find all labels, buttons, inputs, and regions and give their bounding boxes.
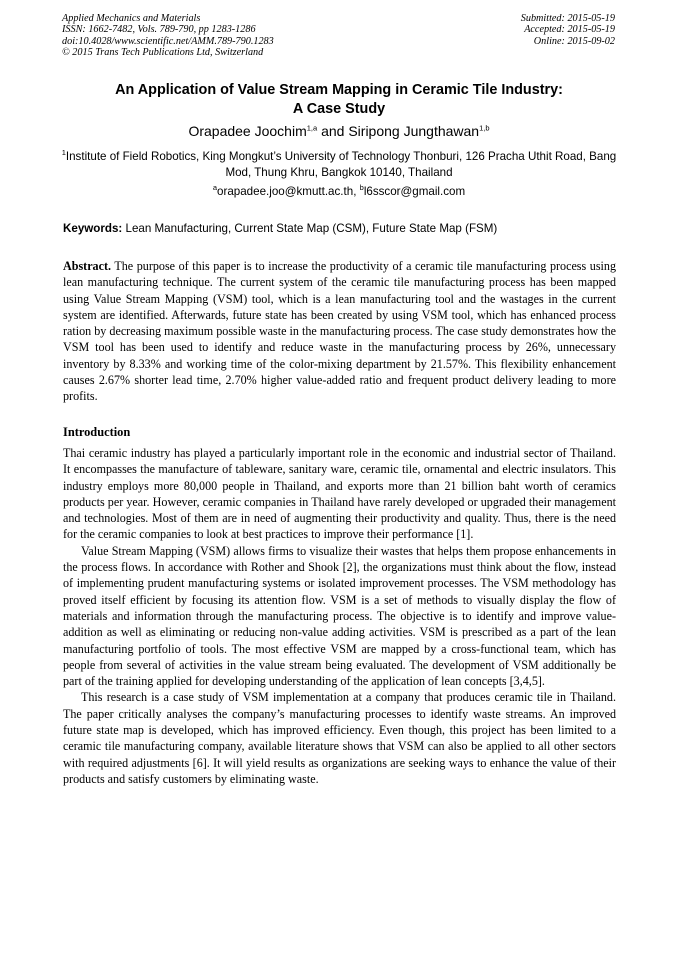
- journal-issn: ISSN: 1662-7482, Vols. 789-790, pp 1283-1286: [62, 24, 256, 36]
- email-a: orapadee.joo@kmutt.ac.th,: [217, 185, 360, 198]
- affiliation-text: Institute of Field Robotics, King Mongkut’s University of Technology Thonburi, 126 Pracha Uthit Road, Bang Mod, Thung Khru, Bangkok 10140, Thailand: [65, 150, 617, 179]
- keywords-label: Keywords:: [63, 222, 123, 235]
- introduction-paragraph-1: Thai ceramic industry has played a particularly important role in the economic and industrial sector of Thailand. It encompasses the manufacture of tableware, sanitary ware, ceramic tile, ornamental and electric insulators. This industry employs more 80,000 people in Thailand, and exports more than 21 billion baht worth of ceramics products per year. However, ceramic companies in Thailand have rarely developed or upgraded their management and technologies. Most of them are in need of augmenting their productivity and quality. Thus, there is the need for the ceramic companies to look at best practices to improve their performance [1].: [63, 446, 616, 542]
- abstract-label: Abstract.: [63, 259, 112, 273]
- online-date: Online: 2015-09-02: [533, 35, 615, 47]
- journal-doi: doi:10.4028/www.scientific.net/AMM.789-790.1283: [62, 35, 274, 47]
- affiliation: [60, 149, 618, 181]
- author-emails: [40, 184, 638, 200]
- introduction-body: [63, 445, 616, 787]
- paper-title: [40, 81, 638, 118]
- author-2: Siripong Jungthawan: [348, 123, 480, 139]
- journal-copyright: © 2015 Trans Tech Publications Ltd, Switzerland: [62, 46, 264, 58]
- introduction-paragraph-2: Value Stream Mapping (VSM) allows firms to visualize their wastes that helps them propose enhancements in the process flows. In accordance with Rother and Shook [2], the organizations must think about the flow, instead of implementing prudent manufacturing systems or isolated improvement processes. The VSM methodology has proved itself efficient by focusing its attention flow. VSM is a set of methods to visually display the flow of materials and information through the manufacturing process. The objective is to identify and improve value-addition as well as eliminating or reducing non-value adding activities. VSM is prescribed as a part of the lean manufacturing portfolio of tools. The most effective VSM are mapped by a cross-functional team, which has people from several of activities in the value stream being evaluated. The development of VSM additionally be part of the training applied for developing understanding of the application of lean concepts [3,4,5].: [63, 543, 616, 689]
- email-a-mark: a: [212, 183, 218, 193]
- email-b-mark: b: [359, 183, 364, 193]
- abstract-text: The purpose of this paper is to increase the productivity of a ceramic tile manufacturing process using lean manufacturing technique. The current system of the ceramic tile manufacturing process has been mapped using Value Stream Mapping (VSM) tool, which is a lean manufacturing tool and the wastages in the current system are identified. Afterwards, future state has been created by using VSM tool, which has enhanced process ration by decreasing maximum possible waste in the manufacturing process. The case study demonstrates how the VSM tool has been used to identify and reduce waste in the manufacturing process by 26%, unnecessary inventory by 8.33% and working time of the color-mixing department by 21.57%. This flexibility enhancement causes 2.67% shorter lead time, 2.70% higher value-added ratio and frequent product delivery leading to more profits.: [63, 259, 616, 404]
- journal-info: [62, 13, 274, 58]
- introduction-heading: Introduction: [63, 425, 131, 439]
- author-connector: and: [317, 123, 349, 139]
- abstract: [63, 258, 616, 405]
- author-list: [40, 123, 638, 140]
- introduction-paragraph-3: This research is a case study of VSM implementation at a company that produces ceramic tile in Thailand. The paper critically analyses the company’s manufacturing processes to identify waste streams. An improved future state map is developed, which has improved efficiency. Even though, this project has been limited to a ceramic tile manufacturing company, available literature shows that VSM can also be applied to all other sectors with required adjustments [6]. It will yield results as organizations are seeking ways to enhance the value of their products and satisfy customers by eliminating waste.: [63, 690, 616, 786]
- author-1-affiliation-mark: 1,a: [306, 123, 318, 133]
- author-1: Orapadee Joochim: [188, 123, 307, 139]
- keywords-text: Lean Manufacturing, Current State Map (CSM), Future State Map (FSM): [122, 222, 498, 235]
- submitted-date: Submitted: 2015-05-19: [520, 13, 615, 24]
- affiliation-mark: 1: [61, 148, 66, 158]
- accepted-date: Accepted: 2015-05-19: [524, 24, 615, 36]
- author-2-affiliation-mark: 1,b: [479, 123, 490, 133]
- paper-title-line-1: An Application of Value Stream Mapping in Ceramic Tile Industry:: [115, 82, 563, 98]
- email-b: l6sscor@gmail.com: [363, 185, 466, 198]
- keywords: [63, 221, 616, 237]
- journal-name: Applied Mechanics and Materials: [62, 13, 201, 24]
- paper-title-line-2: A Case Study: [292, 100, 386, 117]
- publication-dates: [521, 13, 615, 47]
